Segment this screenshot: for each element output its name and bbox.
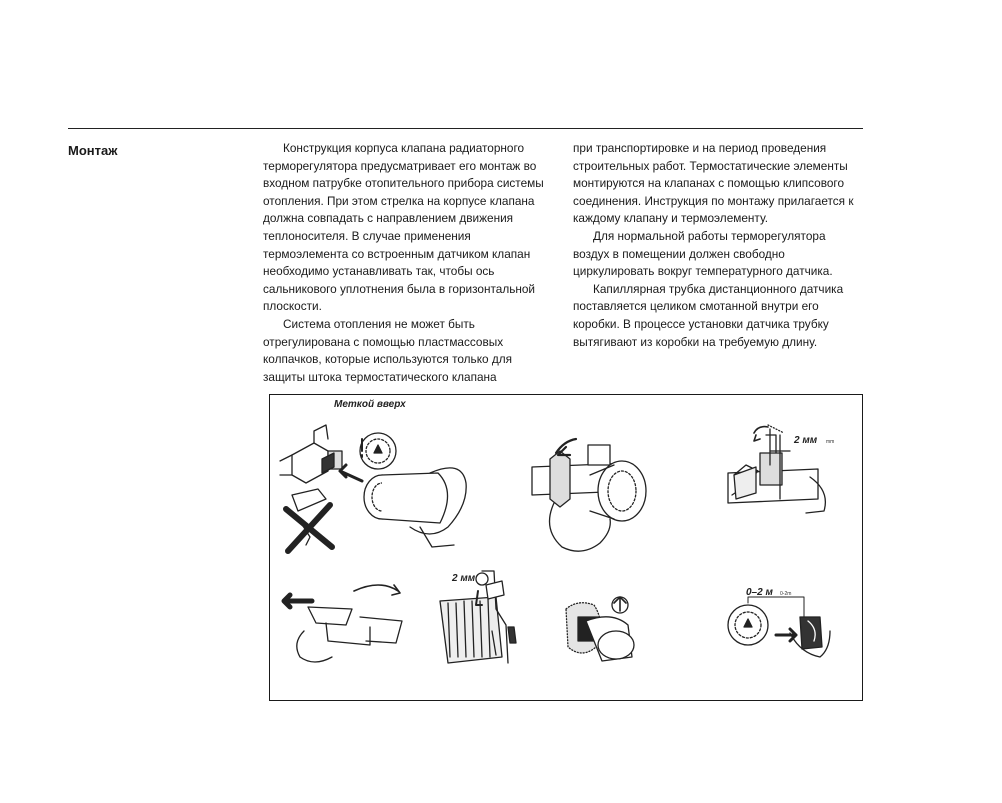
paragraph: при транспортировке и на период проведения строительных работ. Термостатические элементы монтируются на клапанах с помощью клипсового соединения. Инструкция по монтажу прилагается к каждому клапану и термоэлементу. — [573, 141, 854, 226]
mark-up-label: Меткой вверх — [334, 399, 406, 410]
radiator-2mm-label: 2 мм — [452, 573, 476, 584]
distance-label: 0–2 м — [746, 587, 773, 598]
wall-sensor-drawing — [566, 597, 634, 661]
section-title: Монтаж — [68, 143, 118, 158]
paragraph: Капиллярная трубка дистанционного датчика поставляется целиком смотанной внутри его коробки. В процессе установки датчика трубку вытягивают из коробки на требуемую длину. — [573, 281, 844, 349]
mm-label: mm — [826, 439, 835, 445]
valve-mounting-drawing — [280, 425, 342, 483]
sensor-box-drawing — [297, 607, 402, 662]
rotation-arrow-icon — [556, 439, 576, 455]
text-column-1 — [263, 140, 553, 386]
paragraph: Система отопления не может быть отрегулирована с помощью пластмассовых колпачков, которые используются только для защиты штока термостатического клапана — [263, 316, 512, 384]
insert-arrow-icon — [340, 465, 362, 481]
thermostatic-head-drawing — [364, 468, 466, 547]
pipe-head-drawing — [532, 445, 646, 551]
prohibited-cross-icon — [286, 489, 332, 551]
text-column-2 — [573, 140, 863, 351]
installation-drawings — [270, 395, 864, 702]
dial-distance-drawing — [728, 597, 830, 657]
paragraph: Конструкция корпуса клапана радиаторного терморегулятора предусматривает его монтаж во входном патрубке отопительного прибора системы отопления. При этом стрелка на корпусе клапана должна совпадать с направлением движения теплоносителя. В случае применения термоэлемента со встроенным датчиком клапан необходимо устанавливать так, чтобы ось сальникового уплотнения была в горизонтальной плоскости. — [263, 141, 544, 314]
distance-small-label: 0-2m — [780, 591, 792, 597]
installation-illustration — [269, 394, 863, 701]
circular-arrow-icon — [354, 585, 400, 595]
radiator-drawing — [440, 571, 516, 663]
sensor-dial-icon — [360, 433, 396, 469]
paragraph: Для нормальной работы терморегулятора воздух в помещении должен свободно циркулировать вокруг температурного датчика. — [573, 228, 833, 279]
top-rule — [68, 128, 863, 129]
pull-arrow-icon — [284, 595, 312, 607]
gap-2mm-label: 2 мм — [794, 435, 818, 446]
